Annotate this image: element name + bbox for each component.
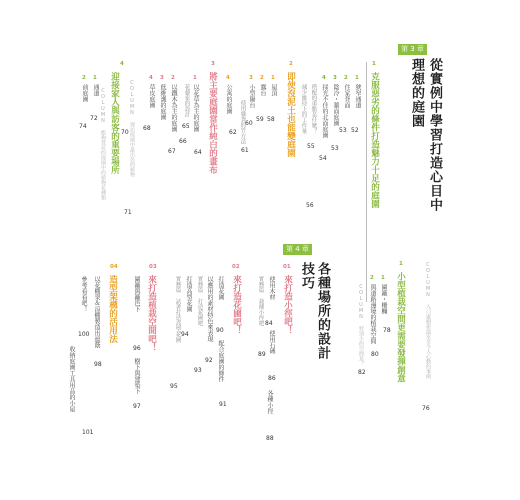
page-number: 101	[82, 429, 94, 436]
page-number: 100	[78, 331, 90, 338]
page-number: 84	[265, 320, 273, 327]
toc-item: 低維護的庭園	[159, 84, 166, 120]
page-number: 86	[268, 375, 276, 382]
page-number: 89	[258, 351, 266, 358]
item-number: 4	[226, 75, 230, 81]
divider	[366, 62, 367, 302]
toc-subitem: 使用雜貨的竹方法	[239, 100, 246, 144]
toc-item: 使用石磚	[268, 330, 275, 354]
page-number: 61	[241, 147, 249, 154]
toc-item: 小型陽台	[248, 84, 255, 108]
column-note: COLUMN 探訪庭園中最出色的植物	[129, 80, 135, 177]
toc-item: 圍籬・柵欄	[380, 284, 387, 314]
page-number: 94	[181, 331, 189, 338]
item-number: 2	[260, 75, 264, 81]
section-title: 來打造小徑吧！	[282, 275, 293, 335]
toc-item: 通道	[92, 84, 99, 96]
page-number: 78	[383, 327, 391, 334]
toc-item: 打造高型花圃	[185, 276, 192, 312]
toc-item: 以應用的素材特色來表現	[206, 276, 213, 342]
chapter-4-title: 各種場所的設計	[315, 262, 330, 360]
page-number: 72	[90, 115, 98, 122]
toc-item: 公寓的庭園	[225, 84, 232, 114]
section-title: 迎接家人與訪客的重要場所	[109, 72, 120, 174]
item-number: 2	[370, 275, 374, 281]
item-number: 1	[93, 75, 97, 81]
section-title: 小型植栽空間更需要發揮創意	[395, 272, 406, 383]
page-number: 67	[168, 148, 176, 155]
toc-item: 與道路邊境的植栽空間	[369, 284, 376, 344]
item-number: 4	[322, 75, 326, 81]
toc-item: 圍籬與籬笆下	[133, 276, 140, 312]
toc-item: 收納庭園工具用品的小屋	[68, 346, 75, 412]
toc-item: 以花草為主的庭園	[192, 84, 199, 132]
section-title: 來打造花圃吧！	[231, 275, 242, 335]
page-number: 60	[245, 120, 253, 127]
section-title: 將主要庭園當作純白的畫布	[207, 72, 218, 174]
page-number: 80	[371, 351, 379, 358]
section-number: 04	[110, 264, 118, 270]
chapter-3-title: 從實例中學習打造心目中	[427, 58, 442, 212]
toc-item: 樹下與建築下	[133, 358, 140, 394]
toc-item: 住家背面	[343, 84, 350, 108]
column-note: COLUMN 入口處樹新溫室至今人心動的事例	[425, 262, 431, 379]
page-number: 52	[351, 127, 359, 134]
section-title: 來打造植栽空間吧！	[146, 275, 157, 352]
item-number: 4	[149, 75, 153, 81]
page-number: 56	[306, 202, 314, 209]
item-number: 3	[160, 75, 164, 81]
toc-item: 狹窄通道	[354, 84, 361, 108]
toc-item: 配合庭園的條件	[217, 340, 224, 382]
toc-subitem: 實務篇 試著打造高型花圃	[174, 276, 181, 343]
toc-item: 屋頂	[270, 84, 277, 96]
toc-item: 草皮庭園	[148, 84, 155, 108]
section-title: 造型架構的活用法	[107, 275, 118, 343]
page-number: 53	[331, 145, 339, 152]
page-number: 74	[79, 123, 87, 130]
item-number: 2	[171, 75, 175, 81]
page-number: 93	[194, 367, 202, 374]
section-number: 1	[399, 261, 403, 267]
toc-item: 露台	[259, 84, 266, 96]
page-number: 55	[307, 143, 315, 150]
page-number: 82	[358, 369, 366, 376]
toc-item: 陰冷・牆面庭園	[332, 84, 339, 126]
toc-item: 使用木材	[268, 276, 275, 300]
chapter-4-title-line2: 技巧	[299, 262, 314, 290]
toc-item: 參考看看吧！	[80, 276, 87, 312]
page-number: 70	[121, 129, 129, 136]
page-number: 64	[194, 149, 202, 156]
section-number: 4	[120, 61, 124, 67]
page-number: 92	[205, 357, 213, 364]
section-number: 3	[211, 61, 215, 67]
page-number: 53	[339, 127, 347, 134]
item-number: 1	[355, 75, 359, 81]
toc-item: 以鐵木為主的庭園	[170, 84, 177, 132]
page-number: 76	[422, 405, 430, 412]
toc-subitem: 減少維持上的工作量	[300, 84, 307, 134]
section-number: 02	[232, 264, 240, 270]
chapter-3-badge: 第 3 章	[398, 44, 427, 55]
page-number: 96	[133, 345, 141, 352]
column-note: COLUMN 能夠賞玩的庭園中的植物花種類	[100, 88, 106, 200]
page-number: 58	[267, 116, 275, 123]
page-number: 59	[256, 116, 264, 123]
section-number: 2	[289, 61, 293, 67]
chapter-3-title-line2: 理想的庭園	[409, 58, 424, 128]
section-number: 1	[372, 61, 376, 67]
page-number: 97	[133, 403, 141, 410]
chapter-4-badge: 第 4 章	[283, 244, 312, 255]
toc-item: 以花棚架＆涼棚製造出遮蔭	[93, 276, 100, 348]
page-number: 66	[179, 138, 187, 145]
page-number: 98	[94, 361, 102, 368]
item-number: 3	[333, 75, 337, 81]
column-note: COLUMN 特別小的空間是？	[358, 284, 364, 366]
page-number: 95	[170, 383, 178, 390]
page-number: 54	[319, 155, 327, 162]
toc-item: 各種小徑	[266, 390, 273, 414]
section-number: 01	[283, 264, 291, 270]
item-number: 1	[193, 75, 197, 81]
toc-item: 打造花圃	[217, 276, 224, 300]
page-number: 90	[216, 327, 224, 334]
item-number: 2	[344, 75, 348, 81]
toc-item: 前庭園	[81, 84, 88, 102]
toc-subitem: 花藝家的設計	[183, 84, 190, 117]
toc-item: 採光不佳的北面庭園	[321, 84, 328, 138]
toc-subitem: 實務篇 打造花圃吧	[196, 276, 203, 326]
page-number: 68	[143, 125, 151, 132]
page-number: 71	[124, 209, 132, 216]
item-number: 2	[82, 75, 86, 81]
item-number: 1	[381, 275, 385, 281]
page-number: 88	[266, 435, 274, 442]
toc-subitem: 搭配的重點是什麼？	[310, 84, 317, 134]
page-number: 62	[229, 129, 237, 136]
section-title: 克服惡劣的條件打造魅力十足的庭園	[369, 72, 380, 208]
section-title: 即使沒泥土也能變庭園	[285, 72, 296, 157]
section-number: 03	[149, 264, 157, 270]
item-number: 3	[249, 75, 253, 81]
page-number: 91	[219, 401, 227, 408]
toc-subitem: 實務篇 栽種小徑吧	[257, 276, 264, 326]
item-number: 1	[271, 75, 275, 81]
page-number: 65	[182, 123, 190, 130]
